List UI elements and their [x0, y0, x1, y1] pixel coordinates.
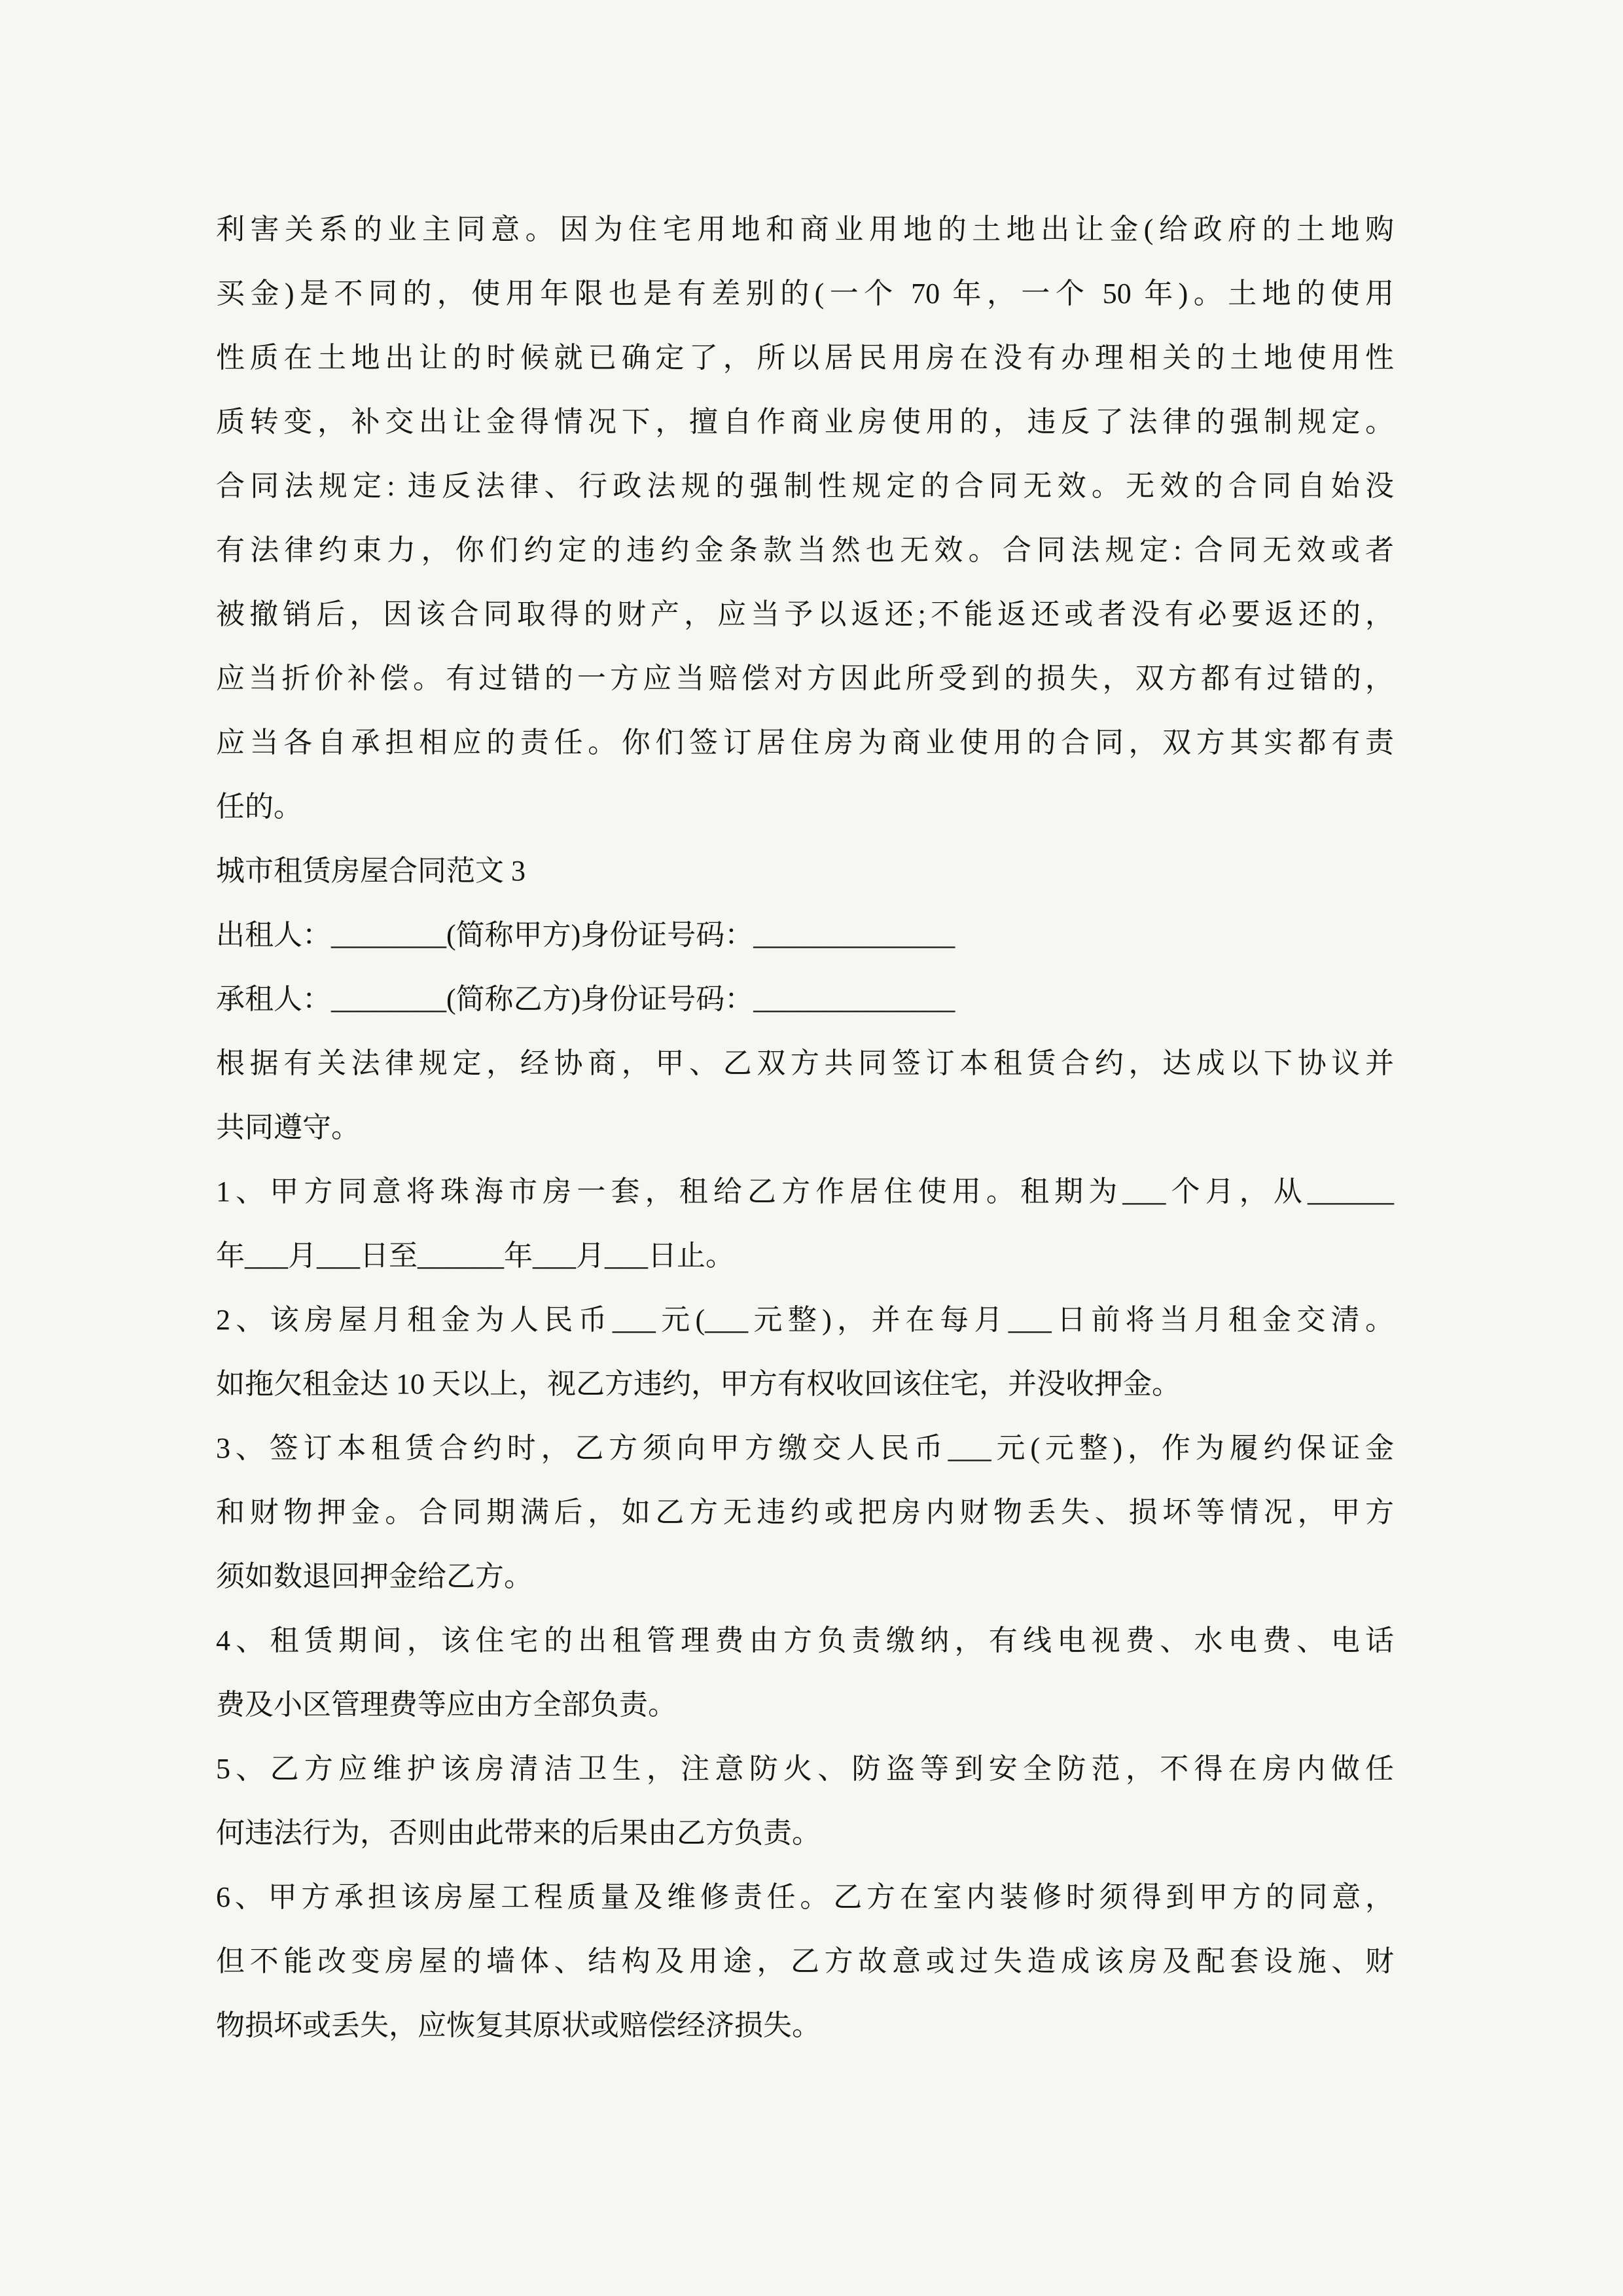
- doc-line-8: 应当折价补偿。有过错的一方应当赔偿对方因此所受到的损失，双方都有过错的，: [216, 662, 1394, 694]
- doc-line-23: 4、租赁期间，该住宅的出租管理费由方负责缴纳，有线电视费、水电费、电话: [216, 1624, 1394, 1657]
- doc-line-18: 2、该房屋月租金为人民币___元(___元整)，并在每月___日前将当月租金交清。: [216, 1304, 1394, 1336]
- doc-line-2: 买金)是不同的，使用年限也是有差别的(一个 70 年，一个 50 年)。土地的使用: [216, 278, 1394, 310]
- doc-line-9: 应当各自承担相应的责任。你们签订居住房为商业使用的合同，双方其实都有责: [216, 726, 1394, 759]
- doc-line-28: 但不能改变房屋的墙体、结构及用途，乙方故意或过失造成该房及配套设施、财: [216, 1945, 1394, 1977]
- doc-line-26: 何违法行为，否则由此带来的后果由乙方负责。: [216, 1817, 821, 1849]
- contract-text-block: [216, 198, 1394, 2058]
- doc-line-1: 利害关系的业主同意。因为住宅用地和商业用地的土地出让金(给政府的土地购: [216, 213, 1394, 245]
- doc-line-20: 3、签订本租赁合约时，乙方须向甲方缴交人民币___元(元整)，作为履约保证金: [216, 1432, 1394, 1464]
- doc-line-15: 共同遵守。: [216, 1111, 360, 1143]
- doc-line-19: 如拖欠租金达 10 天以上，视乙方违约，甲方有权收回该住宅，并没收押金。: [216, 1368, 1181, 1400]
- doc-line-7: 被撤销后，因该合同取得的财产，应当予以返还;不能返还或者没有必要返还的，: [216, 598, 1394, 630]
- lessee-line: 承租人：________(简称乙方)身份证号码：______________: [216, 983, 955, 1015]
- doc-line-21: 和财物押金。合同期满后，如乙方无违约或把房内财物丢失、损坏等情况，甲方: [216, 1496, 1394, 1528]
- doc-line-10: 任的。: [216, 791, 302, 823]
- doc-line-3: 性质在土地出让的时候就已确定了，所以居民用房在没有办理相关的土地使用性: [216, 342, 1394, 374]
- doc-line-4: 质转变，补交出让金得情况下，擅自作商业房使用的，违反了法律的强制规定。: [216, 406, 1394, 438]
- doc-line-27: 6、甲方承担该房屋工程质量及维修责任。乙方在室内装修时须得到甲方的同意，: [216, 1881, 1394, 1913]
- lessor-line: 出租人：________(简称甲方)身份证号码：______________: [216, 919, 955, 951]
- doc-line-5: 合同法规定: 违反法律、行政法规的强制性规定的合同无效。无效的合同自始没: [216, 470, 1394, 502]
- doc-line-25: 5、乙方应维护该房清洁卫生，注意防火、防盗等到安全防范，不得在房内做任: [216, 1753, 1394, 1785]
- doc-line-16: 1、甲方同意将珠海市房一套，租给乙方作居住使用。租期为___个月，从______: [216, 1175, 1394, 1208]
- doc-line-24: 费及小区管理费等应由方全部负责。: [216, 1689, 677, 1721]
- doc-line-29: 物损坏或丢失，应恢复其原状或赔偿经济损失。: [216, 2009, 821, 2041]
- contract-title: 城市租赁房屋合同范文 3: [216, 855, 526, 887]
- doc-line-6: 有法律约束力，你们约定的违约金条款当然也无效。合同法规定: 合同无效或者: [216, 534, 1394, 566]
- doc-line-22: 须如数退回押金给乙方。: [216, 1560, 533, 1592]
- doc-line-17: 年___月___日至______年___月___日止。: [216, 1240, 734, 1272]
- doc-line-14: 根据有关法律规定，经协商，甲、乙双方共同签订本租赁合约，达成以下协议并: [216, 1047, 1394, 1079]
